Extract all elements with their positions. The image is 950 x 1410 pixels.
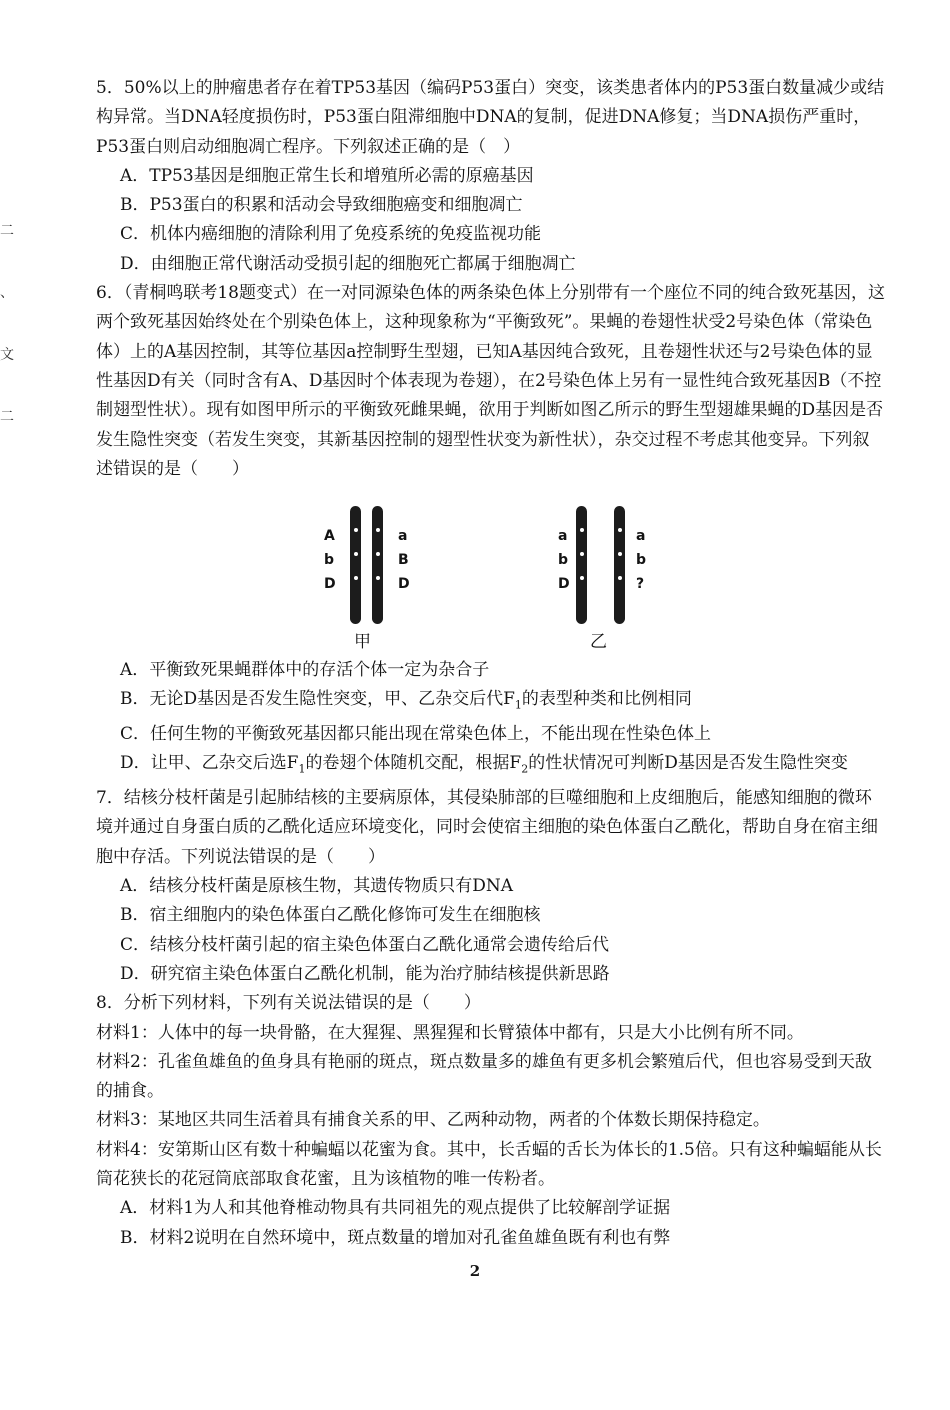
gene-label: B	[398, 552, 409, 569]
question-8	[96, 989, 886, 1253]
material-1: 材料1：人体中的每一块骨骼，在大猩猩、黑猩猩和长臂猿体中都有，只是大小比例有所不同。	[96, 1022, 804, 1043]
chromosome-jia-left	[350, 506, 361, 624]
question-7-option-c: C．结核分枝杆菌引起的宿主染色体蛋白乙酰化通常会遗传给后代	[120, 934, 610, 955]
gene-label: a	[398, 528, 408, 545]
question-5	[96, 74, 886, 279]
question-7-option-d: D．研究宿主染色体蛋白乙酰化机制，能为治疗肺结核提供新思路	[120, 963, 610, 984]
question-5-stem: 5．50%以上的肿瘤患者存在着TP53基因（编码P53蛋白）突变，该类患者体内的P53蛋白数量减少或结构异常。当DNA轻度损伤时，P53蛋白阻滞细胞中DNA的复制，促进DNA修复；当DNA损伤严重时，P53蛋白则启动细胞凋亡程序。下列叙述正确的是（ ）	[96, 78, 885, 157]
material-4: 材料4：安第斯山区有数十种蝙蝠以花蜜为食。其中，长舌蝠的舌长为体长的1.5倍。只有这种蝙蝠能从长筒花狭长的花冠筒底部取食花蜜，且为该植物的唯一传粉者。	[96, 1139, 882, 1189]
page-number: 2	[469, 1262, 481, 1280]
diagram-label-jia: 甲	[354, 632, 371, 653]
question-8-option-a: A．材料1为人和其他脊椎动物具有共同祖先的观点提供了比较解剖学证据	[120, 1198, 671, 1219]
margin-mark: 二	[0, 409, 14, 425]
chromosome-jia-right	[372, 506, 383, 624]
question-8-option-b: B．材料2说明在自然环境中，斑点数量的增加对孔雀鱼雄鱼既有利也有弊	[120, 1227, 671, 1248]
gene-label: D	[324, 576, 336, 593]
question-6-option-d	[96, 749, 886, 784]
option-b-text-pre: B．无论D基因是否发生隐性突变，甲、乙杂交后代F	[120, 689, 515, 710]
question-7-stem: 7．结核分枝杆菌是引起肺结核的主要病原体，其侵染肺部的巨噬细胞和上皮细胞后，能感知细胞的微环境并通过自身蛋白质的乙酰化适应环境变化，同时会使宿主细胞的染色体蛋白乙酰化，帮助自身在宿主细胞中存活。下列说法错误的是（ ）	[96, 788, 878, 867]
gene-label: D	[398, 576, 410, 593]
gene-label: b	[324, 552, 335, 569]
diagram-label-yi: 乙	[590, 632, 607, 653]
gene-label: b	[636, 552, 647, 569]
question-7	[96, 784, 886, 989]
option-d-text-post: 的性状情况可判断D基因是否发生隐性突变	[528, 753, 848, 774]
gene-label: D	[558, 576, 570, 593]
question-6-option-c: C．任何生物的平衡致死基因都只能出现在常染色体上，不能出现在性染色体上	[120, 724, 712, 745]
gene-label: a	[636, 528, 646, 545]
question-7-option-a: A．结核分枝杆菌是原核生物，其遗传物质只有DNA	[120, 876, 514, 897]
page-content	[96, 74, 886, 1253]
question-7-option-b: B．宿主细胞内的染色体蛋白乙酰化修饰可发生在细胞核	[120, 905, 541, 926]
subscript-1: 1	[514, 698, 522, 712]
gene-label: a	[558, 528, 568, 545]
question-5-option-b: B．P53蛋白的积累和活动会导致细胞癌变和细胞凋亡	[120, 195, 523, 216]
margin-mark: 、	[0, 285, 14, 301]
margin-mark: 二	[0, 223, 14, 239]
option-d-text-pre: D．让甲、乙杂交后选F	[120, 753, 299, 774]
option-b-text-post: 的表型种类和比例相同	[521, 689, 692, 710]
subscript-2: 2	[521, 762, 529, 776]
margin-mark: 文	[0, 347, 14, 363]
subscript-1: 1	[298, 762, 306, 776]
question-6	[96, 279, 886, 784]
option-d-text-mid: 的卷翅个体随机交配，根据F	[305, 753, 522, 774]
question-5-option-c: C．机体内癌细胞的清除利用了免疫系统的免疫监视功能	[120, 224, 542, 245]
binding-margin-marks	[0, 200, 14, 448]
gene-label: b	[558, 552, 569, 569]
question-8-stem: 8．分析下列材料，下列有关说法错误的是（ ）	[96, 993, 481, 1014]
question-6-option-a: A．平衡致死果蝇群体中的存活个体一定为杂合子	[120, 660, 490, 681]
chromosome-yi-left	[576, 506, 587, 624]
material-2: 材料2：孔雀鱼雄鱼的鱼身具有艳丽的斑点，斑点数量多的雄鱼有更多机会繁殖后代，但也容易受到天敌的捕食。	[96, 1051, 872, 1102]
question-5-option-d: D．由细胞正常代谢活动受损引起的细胞死亡都属于细胞凋亡	[120, 253, 576, 274]
question-6-option-b	[96, 685, 886, 720]
chromosome-yi-right	[614, 506, 625, 624]
material-3: 材料3：某地区共同生活着具有捕食关系的甲、乙两种动物，两者的个体数长期保持稳定。	[96, 1110, 770, 1131]
gene-label: A	[324, 528, 335, 545]
question-5-option-a: A．TP53基因是细胞正常生长和增殖所必需的原癌基因	[120, 165, 534, 186]
question-6-stem: 6．（青桐鸣联考18题变式）在一对同源染色体的两条染色体上分别带有一个座位不同的纯合致死基因，这两个致死基因始终处在个别染色体上，这种现象称为“平衡致死”。果蝇的卷翅性状受2号染色体（常染色体）上的A基因控制，其等位基因a控制野生型翅，已知A基因纯合致死，且卷翅性状还与2号染色体的显性基因D有关（同时含有A、D基因时个体表现为卷翅），在2号染色体上另有一显性纯合致死基因B（不控制翅型性状）。现有如图甲所示的平衡致死雌果蝇，欲用于判断如图乙所示的野生型翅雄果蝇的D基因是否发生隐性突变（若发生突变，其新基因控制的翅型性状变为新性状），杂交过程不考虑其他变异。下列叙述错误的是（ ）	[96, 283, 885, 479]
chromosome-diagram	[96, 504, 886, 654]
gene-label: ?	[636, 576, 645, 593]
